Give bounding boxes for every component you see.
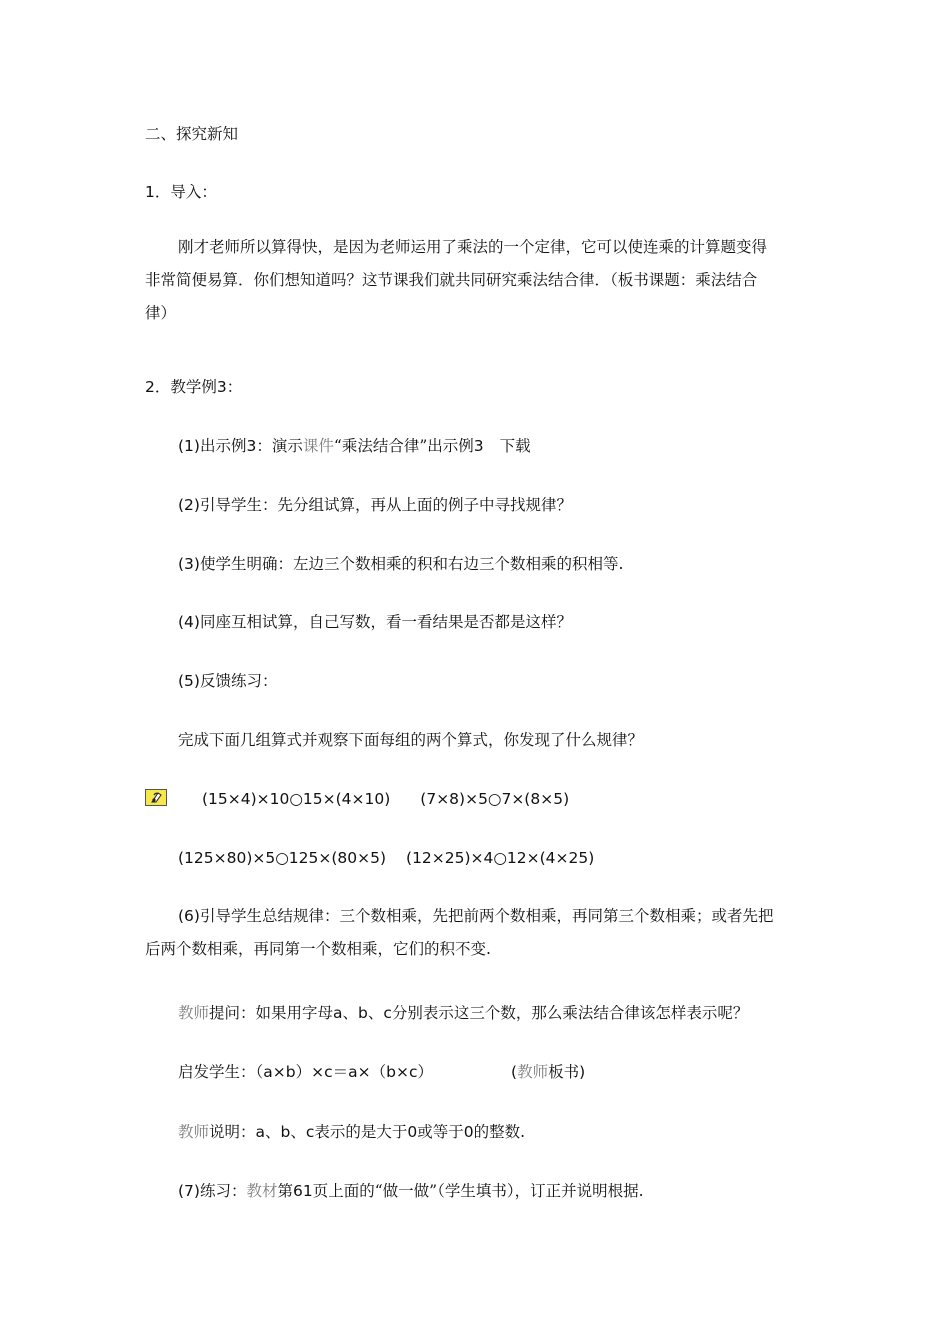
heading-label: ．导入：	[154, 183, 217, 201]
step-4	[178, 612, 843, 632]
expression: (12×25)×4○12×(4×25)	[406, 849, 595, 867]
heading-colon: ：	[226, 378, 243, 396]
example-number: 3	[216, 378, 227, 396]
step-6	[145, 906, 810, 972]
step-number: (3)	[178, 555, 200, 573]
step-text: 第	[277, 1182, 294, 1200]
question-text: 提问：如果用字母	[209, 1004, 334, 1022]
paragraph-line: 非常简便易算．你们想知道吗？这节课我们就共同研究乘法结合律．（板书课题：乘法结合	[145, 271, 758, 289]
teacher-question	[178, 1003, 843, 1023]
page-number: 61	[293, 1182, 313, 1200]
step-text: 练习：	[199, 1182, 247, 1200]
step-text: 引导学生：先分组试算，再从上面的例子中寻找规律？	[199, 496, 572, 514]
teacher-link[interactable]: 教师	[517, 1063, 549, 1081]
formula: a×b	[263, 1063, 296, 1081]
letters: a、b、c	[255, 1123, 315, 1141]
step-text: 引导学生总结规律：三个数相乘，先把前两个数相乘，再同第三个数相乘；或者先把	[199, 907, 774, 925]
expression: (15×4)×10○15×(4×10)	[202, 790, 391, 808]
example-number: 3	[473, 437, 484, 455]
paragraph-line: 后两个数相乘，再同第一个数相乘，它们的积不变.	[145, 940, 491, 958]
step-number: (4)	[178, 613, 200, 631]
hint-text: ）	[417, 1063, 433, 1081]
hint-text: 启发学生：（	[178, 1063, 264, 1081]
step-number: (7)	[178, 1182, 200, 1200]
paragraph-line: 律）	[145, 304, 177, 322]
teacher-explain	[178, 1122, 843, 1142]
step-number: (6)	[178, 907, 200, 925]
expressions-row-2	[178, 848, 843, 868]
textbook-link[interactable]: 教材	[246, 1182, 278, 1200]
expressions-row-1	[202, 789, 867, 809]
hint-formula	[178, 1062, 843, 1082]
step-2	[178, 495, 843, 515]
letters: a、b、c	[333, 1004, 392, 1022]
step-text: ：演示	[256, 437, 303, 455]
task-text: 完成下面几组算式并观察下面每组的两个算式，你发现了什么规律？	[178, 731, 644, 749]
zero: 0	[407, 1123, 418, 1141]
step-text: 出示例	[199, 437, 247, 455]
expression: (125×80)×5○125×(80×5)	[178, 849, 387, 867]
step-7	[178, 1181, 843, 1201]
section-title: 二、探究新知	[145, 125, 239, 143]
step-text: 反馈练习：	[199, 672, 278, 690]
zero: 0	[463, 1123, 474, 1141]
teacher-link[interactable]: 教师	[178, 1123, 210, 1141]
explain-text: 说明：	[209, 1123, 256, 1141]
teacher-link[interactable]: 教师	[178, 1004, 210, 1022]
step-number: (1)	[178, 437, 200, 455]
explain-text: 表示的是大于	[314, 1123, 408, 1141]
formula: ×c＝a×	[311, 1063, 371, 1081]
heading-intro	[145, 182, 810, 202]
hint-text: （	[370, 1063, 387, 1081]
hint-text: 板书	[548, 1063, 580, 1081]
expression: (7×8)×5○7×(8×5)	[420, 790, 570, 808]
heading-number: 2	[145, 378, 155, 396]
heading-label: ．教学例	[154, 378, 217, 396]
step-1	[178, 436, 843, 456]
attachment-icon[interactable]	[145, 789, 167, 806]
explain-text: 的整数.	[473, 1123, 526, 1141]
step-number: (5)	[178, 672, 200, 690]
heading-number: 1	[145, 183, 155, 201]
step-text: 使学生明确：左边三个数相乘的积和右边三个数相乘的积相等.	[199, 555, 624, 573]
question-text: 分别表示这三个数，那么乘法结合律该怎样表示呢？	[391, 1004, 749, 1022]
download-link[interactable]: 下载	[499, 437, 531, 455]
step-number: (2)	[178, 496, 200, 514]
hint-text: ）	[295, 1063, 312, 1081]
step-3	[178, 554, 843, 574]
explain-text: 或等于	[417, 1123, 464, 1141]
step-text: 页上面的“做一做”（学生填书），订正并说明根据.	[312, 1182, 644, 1200]
paragraph-line	[145, 906, 810, 926]
step-5	[178, 671, 843, 691]
paren: )	[579, 1063, 586, 1081]
step-text: 同座互相试算，自己写数，看一看结果是否都是这样？	[199, 613, 572, 631]
step-text: “乘法结合律”出示例	[333, 437, 474, 455]
example-number: 3	[246, 437, 257, 455]
intro-paragraph	[145, 237, 810, 336]
formula: b×c	[386, 1063, 418, 1081]
paren: (	[511, 1063, 518, 1081]
paragraph-line: 刚才老师所以算得快，是因为老师运用了乘法的一个定律，它可以使连乘的计算题变得	[178, 238, 768, 256]
heading-example	[145, 377, 810, 397]
courseware-link[interactable]: 课件	[302, 437, 334, 455]
